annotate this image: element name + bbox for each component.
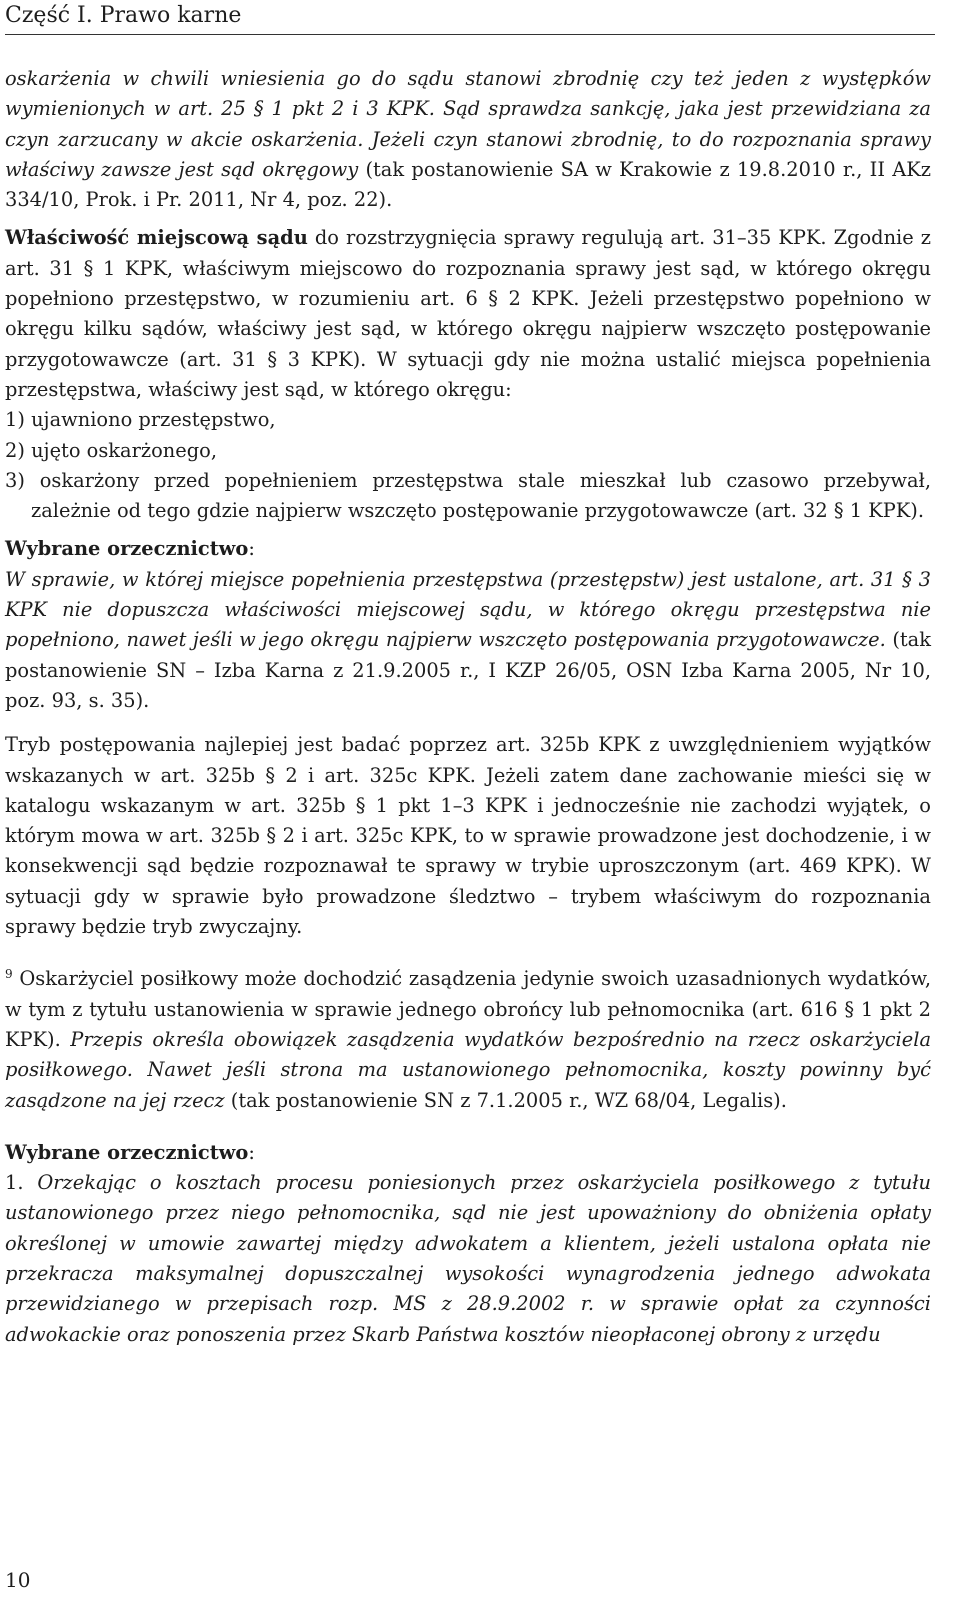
italic-text: W sprawie, w której miejsce popełnienia przestępstwa (przestępstw) jest ustalone, art. 31 § 3 KPK nie dopuszcza właściwości miejscowej sądu, w którego okręgu przestępstwa nie popełniono, nawet jeśli w jego okręgu najpierw wszczęto postępowania przygotowawcze. (5, 567, 931, 652)
paragraph-indictment (5, 64, 931, 215)
italic-text: Orzekając o kosztach procesu poniesionych przez oskarżyciela posiłkowego z tytułu ustanowionego przez niego pełnomocnika, sąd nie jest upoważniony do obniżenia opłaty określonej w umowie zawartej między adwokatem a klientem, jeżeli ustalona opłata nie przekracza maksymalnej dopuszczalnej wysokości wynagrodzenia jednego adwokata przewidzianego w przepisach rozp. MS z 28.9.2002 r. w sprawie opłat za czynności adwokackie oraz ponoszenia przez Skarb Państwa kosztów nieopłaconej obrony z urzędu (5, 1171, 931, 1346)
footnote-number: 9 (5, 967, 13, 982)
entry-number: 1. (5, 1171, 38, 1195)
case-law-heading-label: Wybrane orzecznictwo (5, 537, 249, 561)
case-law-entry (5, 1168, 931, 1350)
paragraph-subsidiary-prosecutor (5, 964, 931, 1115)
case-law-heading-label: Wybrane orzecznictwo (5, 1140, 249, 1164)
citation-text: (tak postanowienie SA w Krakowie z 19.8.2010 r., II AKz 334/10, Prok. i Pr. 2011, Nr 4, poz. 22). (5, 157, 931, 212)
list-item: 1) ujawniono przestępstwo, (5, 408, 276, 432)
citation-text: (tak postanowienie SN z 7.1.2005 r., WZ 68/04, Legalis). (224, 1088, 787, 1112)
italic-text: oskarżenia w chwili wniesienia go do sądu stanowi zbrodnię czy też jeden z występków wymienionych w art. 25 § 1 pkt 2 i 3 KPK. Sąd sprawdza sankcję, jaka jest przewidziana za czyn zarzucany w akcie oskarżenia. Jeżeli czyn stanowi zbrodnię, to do rozpoznania sprawy właściwy zawsze jest sąd okręgowy (5, 67, 931, 181)
page-body (5, 64, 931, 1350)
list-item: 3) oskarżony przed popełnieniem przestępstwa stale mieszkał lub czasowo przebywał, zależnie od tego gdzie najpierw wszczęto postępowanie przygotowawcze (art. 32 § 1 KPK). (5, 468, 931, 523)
paragraph-text: do rozstrzygnięcia sprawy regulują art. 31–35 KPK. Zgodnie z art. 31 § 1 KPK, właściwym miejscowo do rozpoznania sprawy jest sąd, w którego okręgu popełniono przestępstwo, w rozumieniu art. 6 § 2 KPK. Jeżeli przestępstwo popełniono w okręgu kilku sądów, właściwy jest sąd, w którego okręgu najpierw wszczęto postępowanie przygotowawcze (art. 31 § 3 KPK). W sytuacji gdy nie można ustalić miejsca popełnienia przestępstwa, właściwy jest sąd, w którego okręgu: (5, 226, 932, 401)
italic-text: Przepis określa obowiązek zasądzenia wydatków bezpośrednio na rzecz oskarżyciela posiłkowego. Nawet jeśli strona ma ustanowionego pełnomocnika, koszty powinny być zasądzone na jej rzecz (5, 1027, 932, 1112)
case-law-heading-colon: : (248, 1140, 255, 1164)
paragraph-procedure-mode: Tryb postępowania najlepiej jest badać poprzez art. 325b KPK z uwzględnieniem wyjątków wskazanych w art. 325b § 2 i art. 325c KPK. Jeżeli zatem dane zachowanie mieści się w katalogu wskazanym w art. 325b § 1 pkt 1–3 KPK i jednocześnie nie zachodzi wyjątek, o którym mowa w art. 325b § 2 i art. 325c KPK, to w sprawie prowadzone jest dochodzenie, i w konsekwencji sąd będzie rozpoznawał te sprawy w trybie uproszczonym (art. 469 KPK). W sytuacji gdy w sprawie było prowadzone śledztwo – trybem właściwym do rozpoznania sprawy będzie tryb zwyczajny. (5, 733, 931, 939)
list-item: 2) ujęto oskarżonego, (5, 438, 217, 462)
paragraph-local-jurisdiction (5, 223, 931, 405)
page-number: 10 (5, 1568, 31, 1592)
citation-text: (tak postanowienie SN – Izba Karna z 21.9.2005 r., I KZP 26/05, OSN Izba Karna 2005, Nr 10, poz. 93, s. 35). (5, 628, 931, 712)
case-law-heading-colon: : (248, 537, 255, 561)
paragraph-text: Oskarżyciel posiłkowy może dochodzić zasądzenia jedynie swoich uzasadnionych wydatków, w tym z tytułu ustanowienia w sprawie jednego obrońcy lub pełnomocnika (art. 616 § 1 pkt 2 KPK). (5, 967, 931, 1051)
case-law-heading (5, 534, 931, 564)
case-law-entry (5, 565, 931, 716)
running-head: Część I. Prawo karne (5, 3, 935, 35)
bold-term: Właściwość miejscową sądu (5, 226, 308, 250)
case-law-heading (5, 1138, 931, 1168)
